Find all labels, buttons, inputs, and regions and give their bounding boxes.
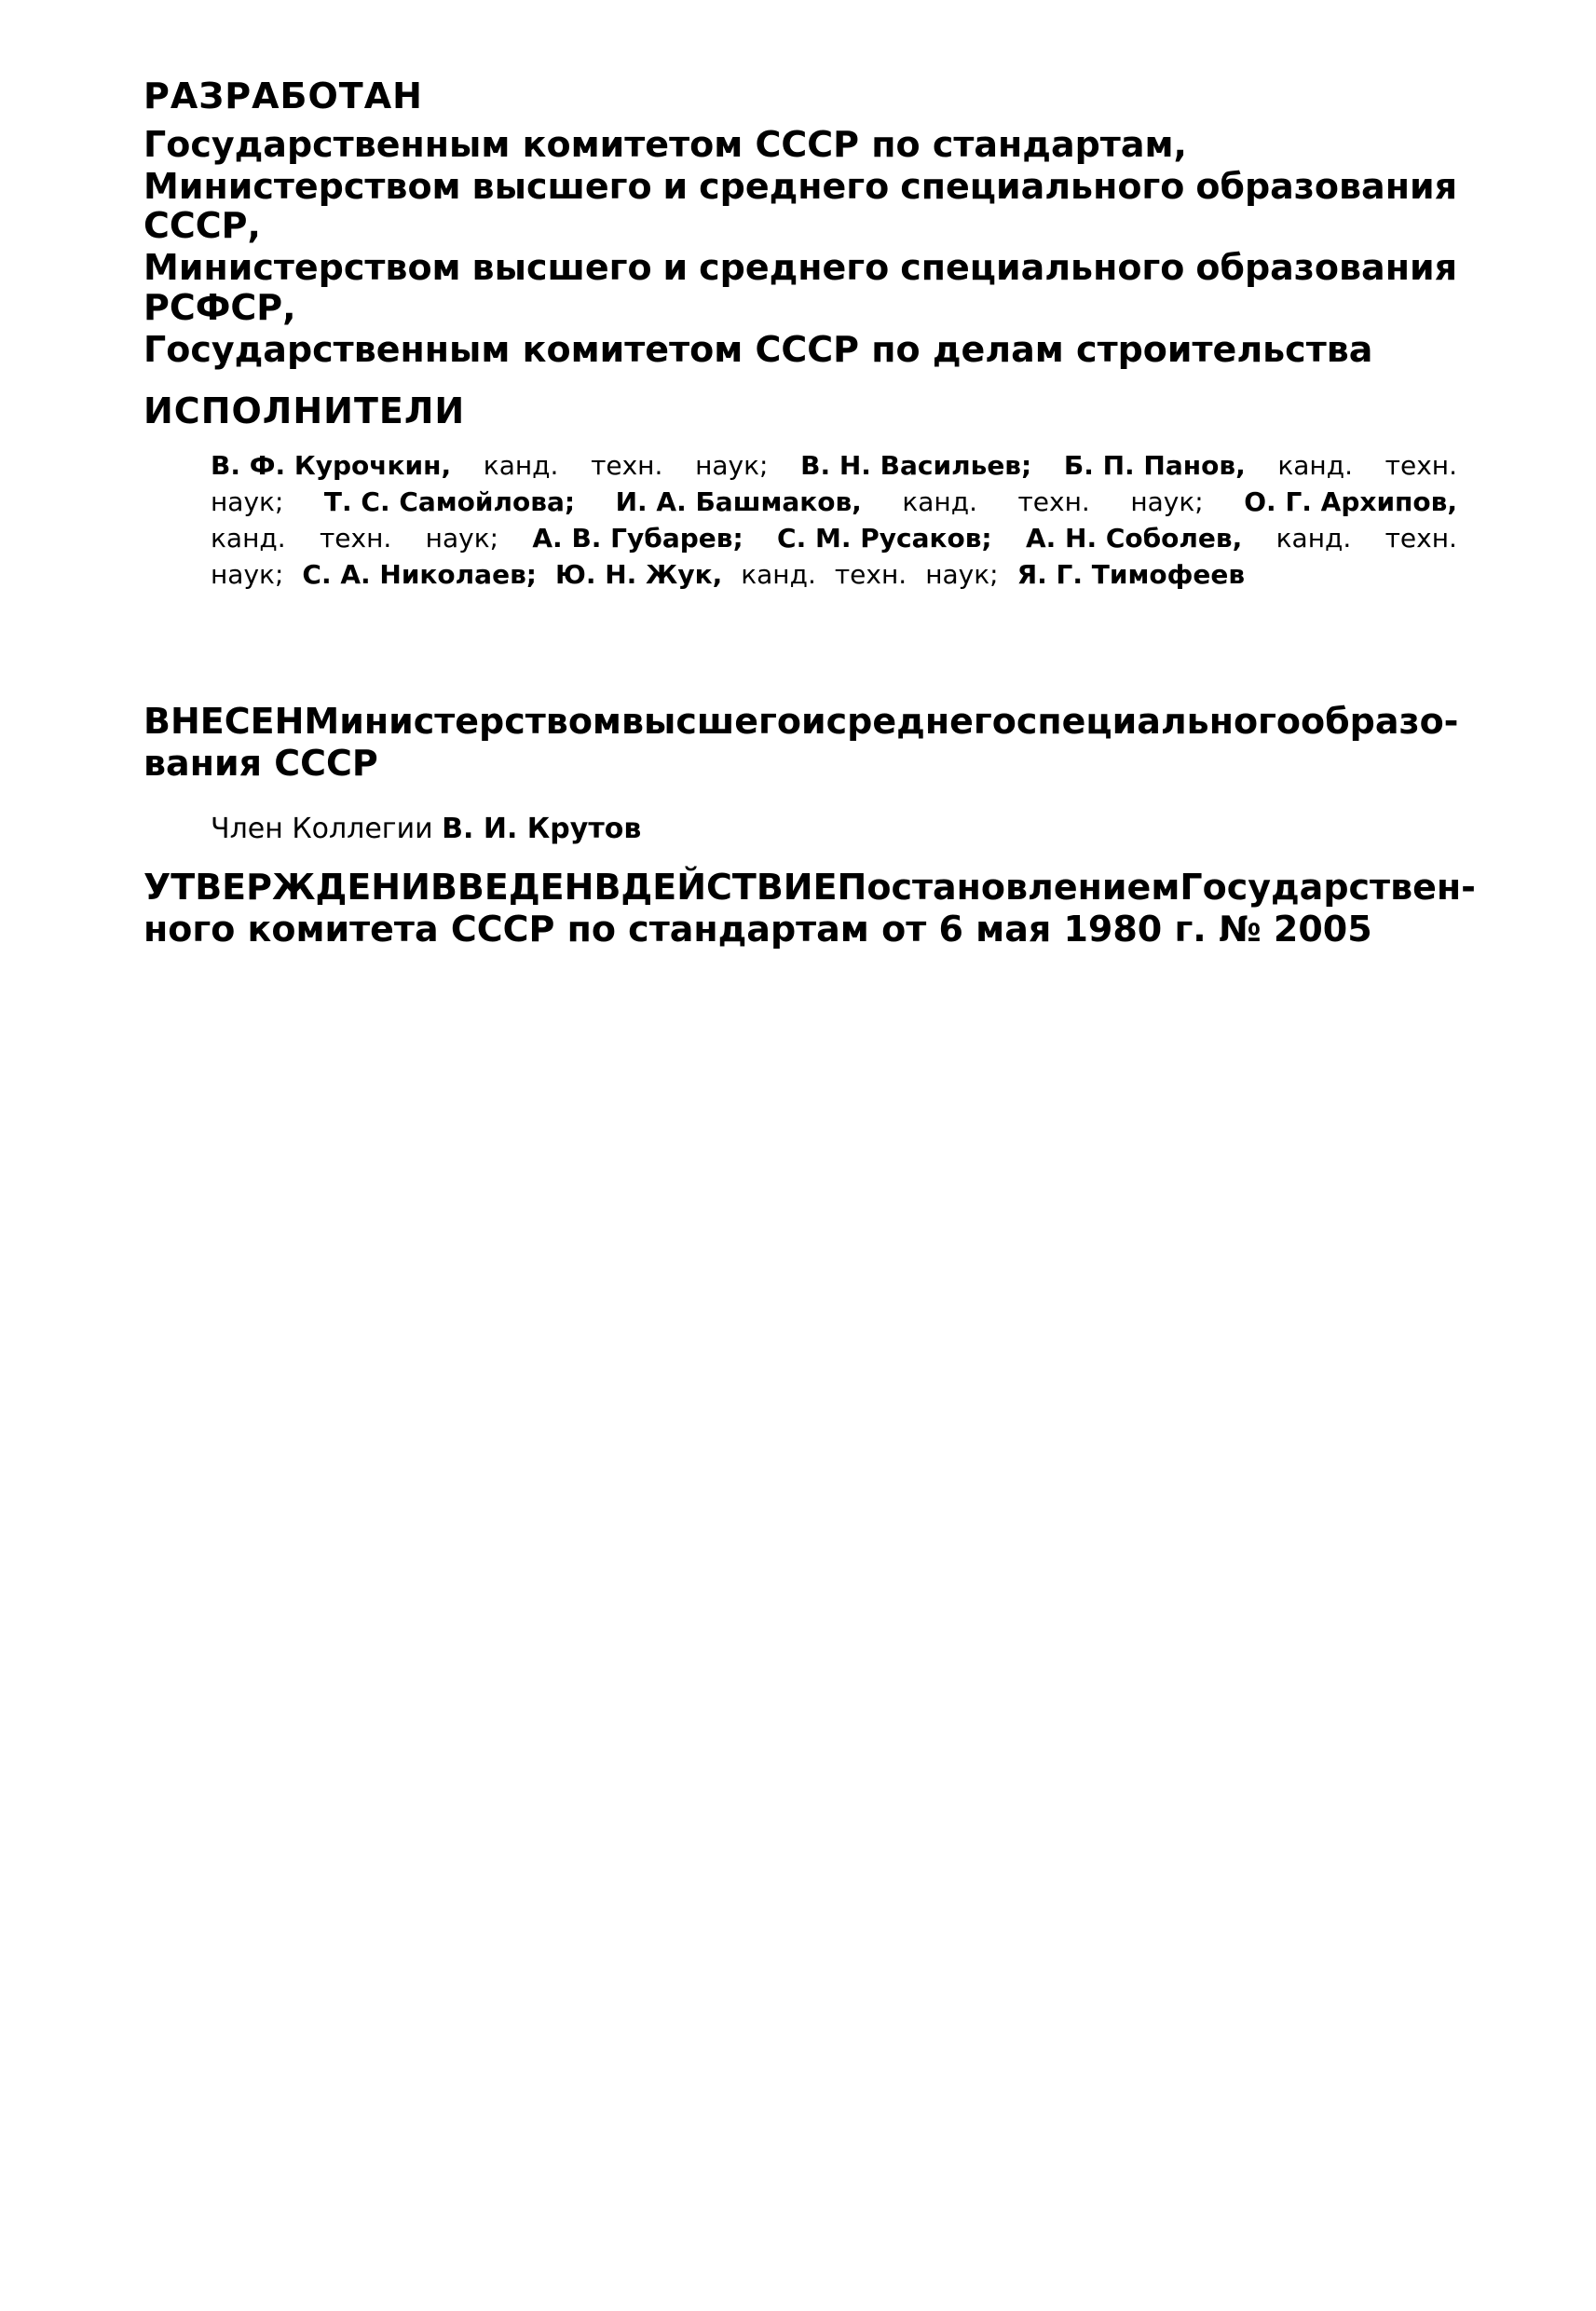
degree: канд.: [1277, 450, 1353, 481]
word: Государствен-: [1180, 867, 1476, 908]
degree: техн.: [319, 523, 392, 554]
document-page: [143, 0, 1476, 2311]
word: высшего: [471, 247, 652, 288]
degree: канд.: [902, 486, 977, 517]
author-name: Б. П. Панов,: [1063, 450, 1246, 481]
developer-org-4: Государственным комитетом СССР по делам строительства: [143, 329, 1373, 370]
developer-org-3-cont: РСФСР,: [143, 287, 296, 328]
introduced-line-2: вания СССР: [143, 743, 378, 784]
word: и: [662, 247, 689, 288]
degree: канд.: [211, 523, 286, 554]
introduced-heading: ВНЕСЕН: [143, 701, 305, 742]
author-name: В. Н. Васильев;: [800, 450, 1032, 481]
word: и: [801, 701, 826, 742]
performers-line-4: [211, 556, 1457, 593]
developer-org-3: [143, 247, 1457, 289]
word: высшего: [621, 701, 802, 742]
word: Министерством: [143, 247, 461, 288]
performers-line-1: [211, 447, 1457, 484]
word: специального: [900, 166, 1185, 207]
word: Министерством: [143, 166, 461, 207]
degree: канд.: [1275, 523, 1352, 554]
degree: техн.: [1385, 523, 1457, 554]
approved-heading: ВВЕДЕН: [430, 867, 594, 908]
member-label: Член Коллегии: [211, 813, 433, 845]
developer-org-2: [143, 166, 1457, 208]
degree: наук;: [211, 486, 284, 517]
introduced-line-1: [143, 701, 1457, 743]
author-name: С. М. Русаков;: [777, 523, 992, 554]
degree: техн.: [834, 559, 907, 590]
word: специального: [1016, 701, 1302, 742]
author-name: Я. Г. Тимофеев: [1016, 559, 1246, 590]
degree: техн.: [1017, 486, 1090, 517]
word: специального: [900, 247, 1185, 288]
performers-line-2: [211, 484, 1457, 520]
word: среднего: [699, 166, 890, 207]
degree: канд.: [483, 450, 559, 481]
board-member: [211, 811, 1524, 848]
approved-heading: ДЕЙСТВИЕ: [621, 867, 838, 908]
developer-org-2-cont: СССР,: [143, 205, 261, 246]
author-name: В. Ф. Курочкин,: [211, 450, 452, 481]
word: образования: [1195, 166, 1457, 207]
word: Постановлением: [837, 867, 1180, 908]
degree: наук;: [425, 523, 499, 554]
developed-heading: РАЗРАБОТАН: [143, 75, 423, 116]
performers-heading: ИСПОЛНИТЕЛИ: [143, 390, 466, 431]
word: среднего: [699, 247, 890, 288]
author-name: С. А. Николаев;: [302, 559, 537, 590]
degree: наук;: [695, 450, 769, 481]
degree: наук;: [211, 559, 284, 590]
approved-heading: В: [593, 867, 621, 908]
word: среднего: [825, 701, 1016, 742]
approved-line-2: ного комитета СССР по стандартам от 6 мая 1980 г. № 2005: [143, 909, 1372, 950]
author-name: А. В. Губарев;: [532, 523, 743, 554]
developer-org-1: Государственным комитетом СССР по стандартам,: [143, 124, 1187, 165]
word: высшего: [471, 166, 652, 207]
degree: наук;: [925, 559, 999, 590]
degree: канд.: [741, 559, 816, 590]
author-name: О. Г. Архипов,: [1244, 486, 1457, 517]
member-name: В. И. Крутов: [442, 813, 642, 845]
approved-heading: И: [401, 867, 430, 908]
approved-heading: УТВЕРЖДЕН: [143, 867, 402, 908]
degree: техн.: [591, 450, 663, 481]
word: и: [662, 166, 689, 207]
approved-line-1: [143, 867, 1476, 909]
performers-line-3: [211, 520, 1457, 556]
degree: наук;: [1130, 486, 1204, 517]
author-name: Т. С. Самойлова;: [323, 486, 576, 517]
degree: техн.: [1385, 450, 1457, 481]
author-name: Ю. Н. Жук,: [554, 559, 723, 590]
word: Министерством: [304, 701, 621, 742]
author-name: А. Н. Соболев,: [1025, 523, 1243, 554]
word: образования: [1195, 247, 1457, 288]
performers-list: [211, 447, 1457, 593]
author-name: И. А. Башмаков,: [615, 486, 862, 517]
word: образо-: [1301, 701, 1459, 742]
